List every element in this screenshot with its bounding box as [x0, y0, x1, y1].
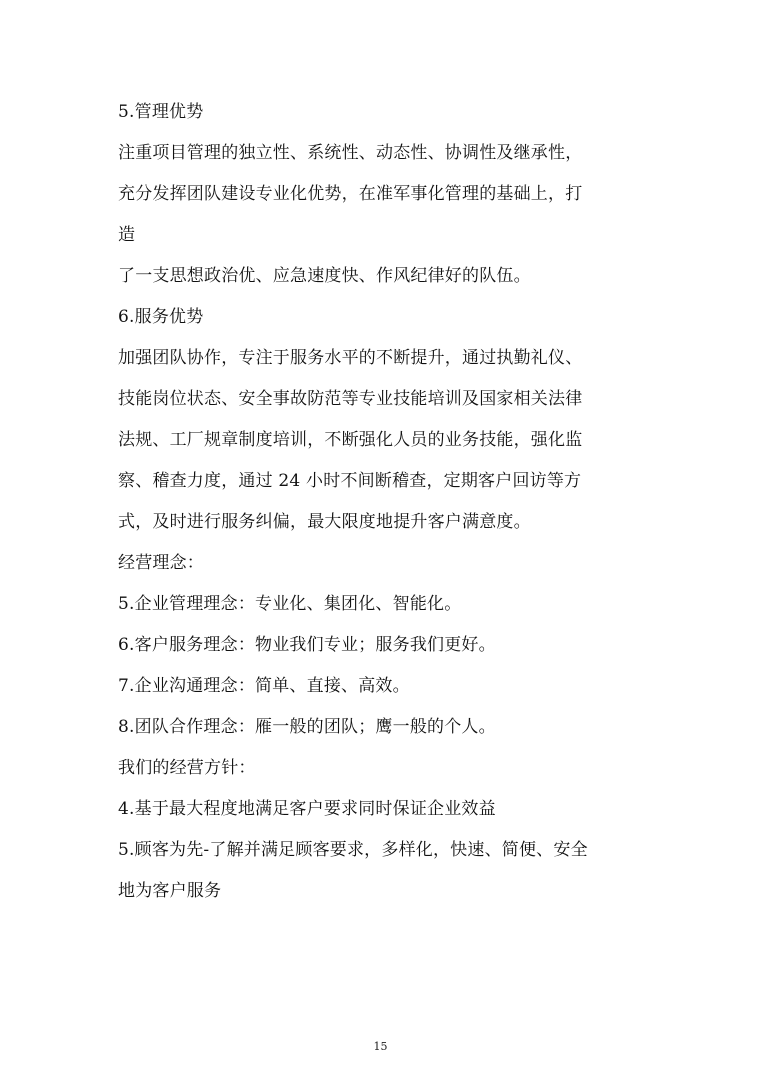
list-item: 7.企业沟通理念：简单、直接、高效。	[118, 676, 410, 696]
paragraph-line: 法规、工厂规章制度培训，不断强化人员的业务技能，强化监	[118, 430, 583, 450]
list-item: 8.团队合作理念：雁一般的团队；鹰一般的个人。	[118, 717, 496, 737]
list-item: 6.客户服务理念：物业我们专业；服务我们更好。	[118, 635, 496, 655]
paragraph-line: 注重项目管理的独立性、系统性、动态性、协调性及继承性，	[118, 143, 583, 163]
section-heading-management-advantage: 5.管理优势	[118, 102, 204, 122]
list-item: 4.基于最大程度地满足客户要求同时保证企业效益	[118, 799, 496, 819]
paragraph-line: 技能岗位状态、安全事故防范等专业技能培训及国家相关法律	[118, 389, 583, 409]
section-heading-business-philosophy: 经营理念：	[118, 553, 204, 573]
paragraph-line: 加强团队协作，专注于服务水平的不断提升，通过执勤礼仪、	[118, 348, 583, 368]
document-body	[118, 92, 638, 912]
paragraph-line: 式，及时进行服务纠偏，最大限度地提升客户满意度。	[118, 512, 531, 532]
paragraph-line: 充分发挥团队建设专业化优势，在准军事化管理的基础上，打	[118, 184, 583, 204]
section-heading-business-policy: 我们的经营方针：	[118, 758, 256, 778]
paragraph-line: 了一支思想政治优、应急速度快、作风纪律好的队伍。	[118, 266, 531, 286]
paragraph-line: 察、稽查力度，通过 24 小时不间断稽查，定期客户回访等方	[118, 471, 582, 491]
list-item: 5.企业管理理念：专业化、集团化、智能化。	[118, 594, 462, 614]
paragraph-line: 地为客户服务	[118, 881, 222, 901]
list-item: 5.顾客为先-了解并满足顾客要求，多样化，快速、简便、安全	[118, 840, 588, 860]
paragraph-line: 造	[118, 225, 136, 245]
page-number: 15	[373, 1040, 388, 1053]
section-heading-service-advantage: 6.服务优势	[118, 307, 204, 327]
